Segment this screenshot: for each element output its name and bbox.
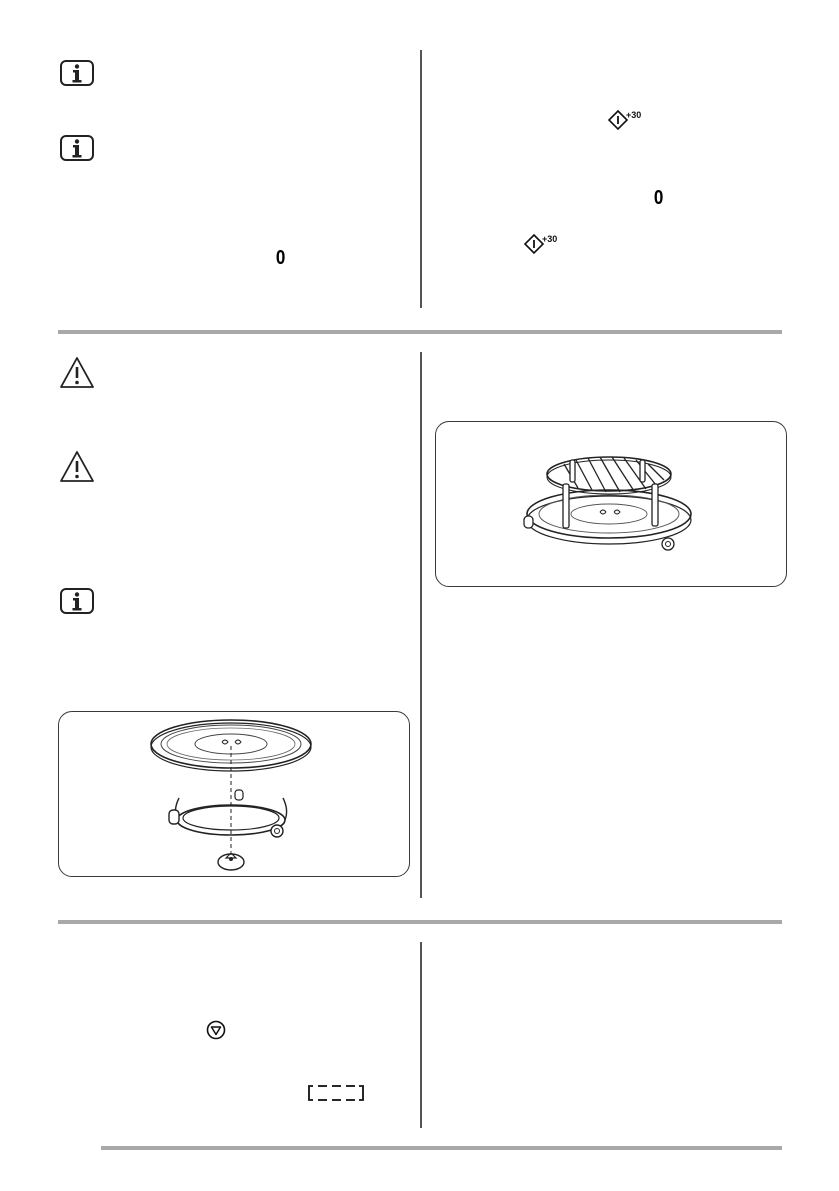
start-plus30-icon (606, 108, 642, 136)
zero-digit: 0 (275, 247, 286, 269)
turntable-illustration (59, 712, 409, 876)
zero-digit: 0 (653, 187, 664, 209)
wire-rack-illustration (436, 422, 786, 586)
dashed-display-icon (307, 1084, 365, 1102)
section-rule (58, 330, 782, 334)
wire-rack-figure (435, 421, 787, 587)
column-divider (420, 50, 422, 308)
svg-text:+30: +30 (626, 110, 642, 120)
warning-icon (59, 450, 95, 484)
info-icon (60, 60, 94, 86)
start-plus30-icon (522, 232, 558, 260)
info-icon (60, 588, 94, 614)
column-divider (420, 352, 422, 898)
warning-icon (59, 356, 95, 390)
turntable-assembly-figure (58, 711, 410, 877)
info-icon (60, 135, 94, 161)
column-divider (420, 942, 422, 1128)
page-footer-rule (101, 1146, 782, 1150)
section-rule (58, 920, 782, 924)
stop-down-icon (206, 1020, 226, 1040)
svg-text:+30: +30 (542, 234, 558, 244)
